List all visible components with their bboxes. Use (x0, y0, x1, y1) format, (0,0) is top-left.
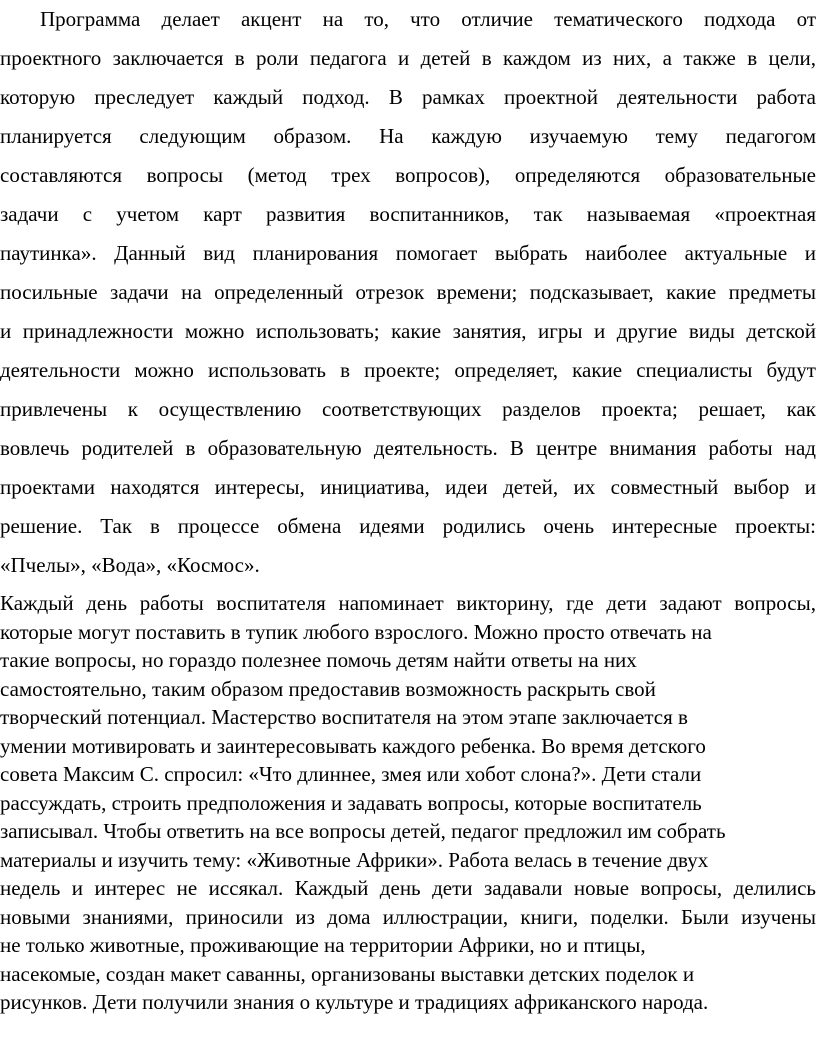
text-line: Программа делает акцент на то, что отличие тематического подхода от (40, 7, 816, 31)
text-line: которую преследует каждый подход. В рамках проектной деятельности работа (0, 85, 816, 109)
text-line: самостоятельно, таким образом предоставив возможность раскрыть свой (0, 676, 656, 701)
text-line: умении мотивировать и заинтересовывать каждого ребенка. Во время детского (0, 733, 706, 758)
text-line: проектами находятся интересы, инициатива, идеи детей, их совместный выбор и (0, 475, 816, 499)
text-line: Каждый день работы воспитателя напоминает викторину, где дети задают вопросы, (0, 591, 816, 615)
text-line: задачи с учетом карт развития воспитанников, так называемая «проектная (0, 202, 816, 226)
text-line: такие вопросы, но гораздо полезнее помочь детям найти ответы на них (0, 648, 637, 672)
text-line: паутинка». Данный вид планирования помогает выбрать наиболее актуальные и (0, 241, 816, 265)
text-line: посильные задачи на определенный отрезок времени; подсказывает, какие предметы (0, 280, 816, 304)
text-line: недель и интерес не иссякал. Каждый день дети задавали новые вопросы, делились (0, 876, 816, 900)
text-line: вовлечь родителей в образовательную деятельность. В центре внимания работы над (0, 436, 816, 460)
text-line: не только животные, проживающие на территории Африки, но и птицы, (0, 933, 646, 957)
text-line: записывал. Чтобы ответить на все вопросы детей, педагог предложил им собрать (0, 819, 726, 843)
text-line: планируется следующим образом. На каждую изучаемую тему педагогом (0, 124, 816, 148)
text-line: материалы и изучить тему: «Животные Африки». Работа велась в течение двух (0, 847, 709, 872)
paragraph-animals-of-africa (0, 589, 816, 1017)
text-line: привлечены к осуществлению соответствующих разделов проекта; решает, как (0, 397, 816, 421)
text-line: новыми знаниями, приносили из дома иллюстрации, книги, поделки. Были изучены (0, 904, 816, 929)
text-line: рассуждать, строить предположения и задавать вопросы, которые воспитатель (0, 790, 702, 815)
text-line: рисунков. Дети получили знания о культуре и традициях африканского народа. (0, 990, 709, 1014)
text-line: насекомые, создан макет саванны, организованы выставки детских поделок и (0, 961, 695, 986)
text-line: и принадлежности можно использовать; какие занятия, игры и другие виды детской (0, 319, 816, 343)
text-line: творческий потенциал. Мастерство воспитателя на этом этапе заключается в (0, 705, 688, 729)
text-line: составляются вопросы (метод трех вопросов), определяются образовательные (0, 163, 816, 187)
text-line: деятельности можно использовать в проекте; определяет, какие специалисты будут (0, 358, 816, 382)
text-line: «Пчелы», «Вода», «Космос». (0, 553, 260, 577)
text-line: совета Максим С. спросил: «Что длиннее, змея или хобот слона?». Дети стали (0, 762, 702, 786)
text-line: проектного заключается в роли педагога и детей в каждом из них, а также в цели, (0, 46, 816, 70)
text-line: решение. Так в процессе обмена идеями родились очень интересные проекты: (0, 514, 816, 538)
text-line: которые могут поставить в тупик любого взрослого. Можно просто отвечать на (0, 619, 712, 644)
